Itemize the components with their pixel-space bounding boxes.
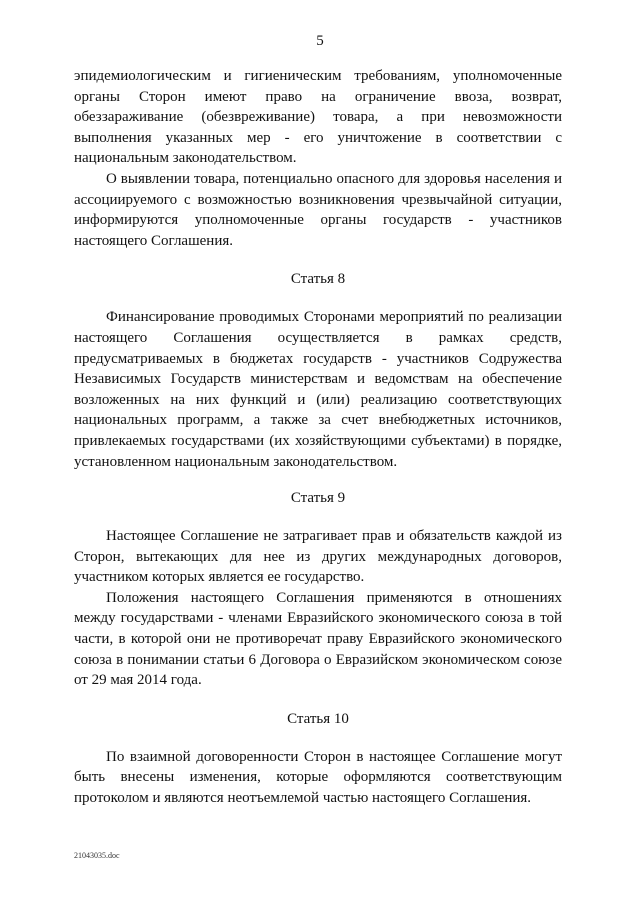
paragraph-notification: О выявлении товара, потенциально опасного для здоровья населения и ассоциируемого с возможностью возникновения чрезвычайной ситуации, информируются уполномоченные органы государств - участников настоящего Соглашения.	[74, 170, 562, 249]
article-9-paragraph-1: Настоящее Соглашение не затрагивает прав и обязательств каждой из Сторон, вытекающих для нее из других международных договоров, участником которых является ее государство.	[74, 528, 562, 586]
article-10-paragraph: По взаимной договоренности Сторон в настоящее Соглашение могут быть внесены изменения, которые оформляются соответствующим протоколом и являются неотъемлемой частью настоящего Соглашения.	[74, 748, 562, 807]
article-9-heading: Статья 9	[290, 490, 346, 507]
article-8-heading: Статья 8	[290, 271, 346, 288]
document-filename: 21043035.doc	[74, 851, 120, 860]
page-number: 5	[316, 33, 324, 49]
paragraph-continuation: эпидемиологическим и гигиеническим требованиям, уполномоченные органы Сторон имеют право на ограничение ввоза, возврат, обеззараживание (обезвреживание) товара, а при невозможности выполнения указанных мер - его уничтожение в соответствии с национальным законодательством.	[74, 68, 562, 167]
article-8-paragraph: Финансирование проводимых Сторонами мероприятий по реализации настоящего Соглашения осуществляется в рамках средств, предусматриваемых в бюджетах государств - участников Содружества Независимых Государств министерствам и ведомствам на обеспечение возложенных на них функций и (или) реализацию соответствующих национальных программ, а также за счет внебюджетных источников, привлекаемых государствами (их хозяйствующими субъектами) в порядке, установленном национальным законодательством.	[74, 309, 562, 470]
article-9-paragraph-2: Положения настоящего Соглашения применяются в отношениях между государствами - членами Евразийского экономического союза в той части, в которой они не противоречат праву Евразийского экономического союза в понимании статьи 6 Договора о Евразийском экономическом союзе от 29 мая 2014 года.	[74, 589, 562, 689]
document-body	[74, 66, 562, 809]
article-10-heading: Статья 10	[287, 710, 349, 727]
